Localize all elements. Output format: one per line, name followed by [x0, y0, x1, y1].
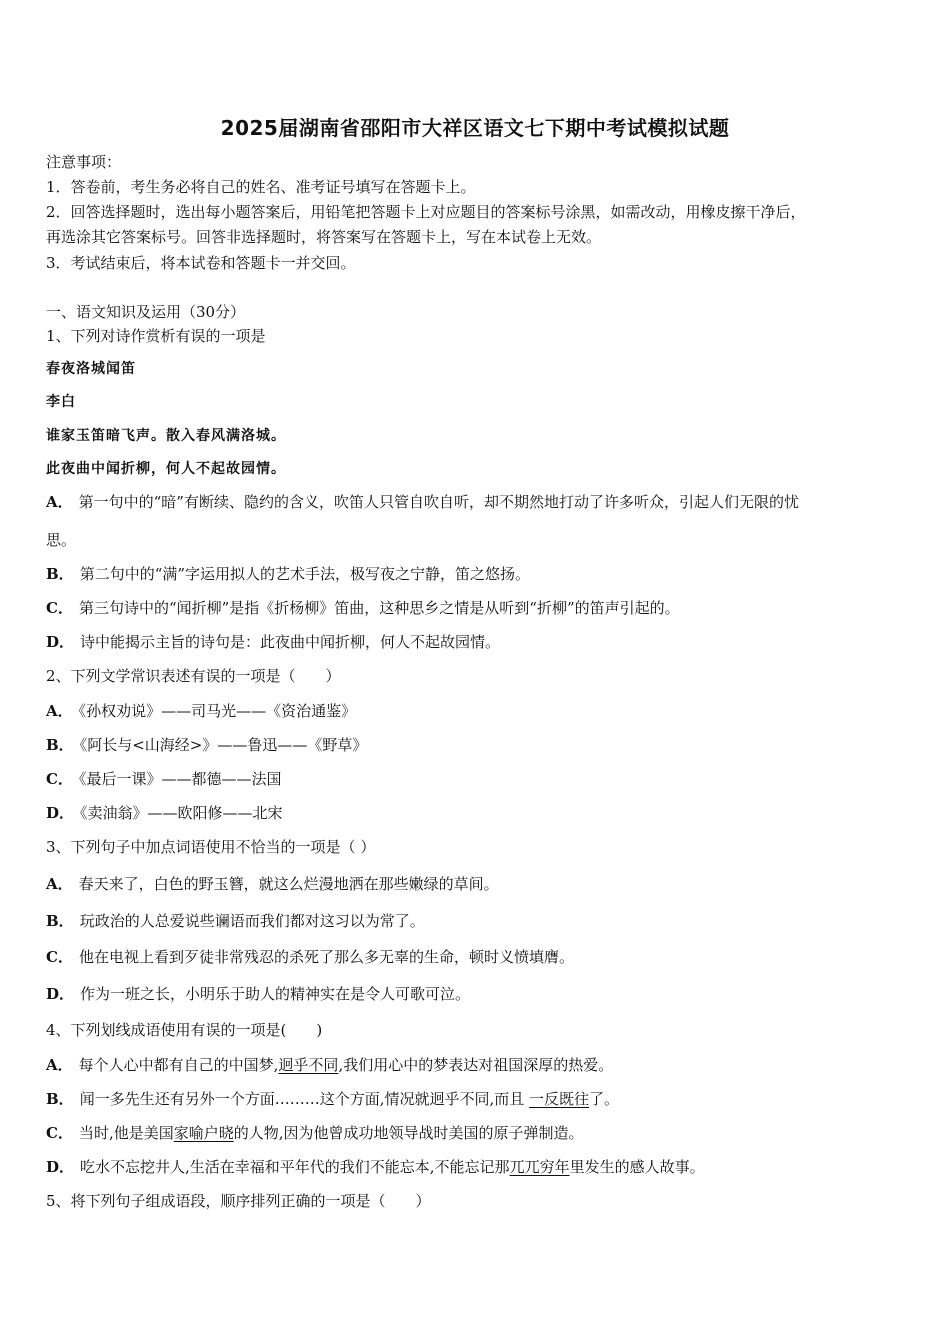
option-text: 每个人心中都有自己的中国梦,	[78, 1056, 279, 1074]
option-label: D．	[46, 804, 75, 822]
option-label: B．	[46, 565, 74, 583]
option-text: 闻一多先生还有另外一个方面………这个方面,情况就迥乎不同,而且	[79, 1090, 529, 1108]
option-text: 作为一班之长，小明乐于助人的精神实在是令人可歌可泣。	[80, 985, 471, 1003]
poem-line-1: 谁家玉笛暗飞声。散入春风满洛城。	[46, 428, 286, 444]
q3-option-c	[46, 947, 574, 967]
option-text: 春天来了，白色的野玉簪，就这么烂漫地洒在那些嫩绿的草间。	[78, 875, 499, 893]
option-text: ,我们用心中的梦表达对祖国深厚的热爱。	[338, 1056, 614, 1074]
option-label: A．	[46, 493, 73, 511]
q2-option-c	[46, 769, 281, 789]
q4-option-a	[46, 1055, 613, 1075]
option-label: B．	[46, 912, 74, 930]
q4-option-c	[46, 1123, 584, 1143]
exam-title: 2025届湖南省邵阳市大祥区语文七下期中考试模拟试题	[220, 116, 730, 140]
option-label: D．	[46, 633, 75, 651]
poem-line-2: 此夜曲中闻折柳，何人不起故园情。	[46, 461, 286, 477]
option-label: C．	[46, 948, 73, 966]
option-text: 他在电视上看到歹徒非常残忍的杀死了那么多无辜的生命，顿时义愤填膺。	[78, 948, 574, 966]
option-text: 当时,他是美国	[78, 1124, 174, 1142]
option-label: C．	[46, 1124, 73, 1142]
option-label: A．	[46, 875, 73, 893]
q3-option-b	[46, 911, 425, 931]
option-text: 《最后一课》——都德——法国	[78, 770, 282, 788]
option-label: D．	[46, 985, 75, 1003]
poem-title: 春夜洛城闻笛	[46, 361, 136, 377]
q4-option-b	[46, 1089, 619, 1109]
notice-item-1: 1．答卷前，考生务必将自己的姓名、准考证号填写在答题卡上。	[46, 178, 476, 196]
q1-option-c	[46, 598, 680, 618]
underlined-idiom: 家喻户晓	[173, 1124, 234, 1142]
option-text: 里发生的感人故事。	[569, 1158, 705, 1176]
notice-heading: 注意事项：	[46, 153, 122, 171]
option-label: A．	[46, 1056, 73, 1074]
underlined-idiom: 一反既往	[529, 1090, 590, 1108]
option-text: 吃水不忘挖井人,生活在幸福和平年代的我们不能忘本,不能忘记那	[80, 1158, 510, 1176]
option-label: C．	[46, 770, 73, 788]
q2-option-b	[46, 735, 367, 755]
q4-option-d	[46, 1157, 705, 1177]
option-text: 第一句中的“暗”有断续、隐约的含义，吹笛人只管自吹自听，却不期然地打动了许多听众，引起人们无限的忧	[78, 493, 799, 511]
option-text: 诗中能揭示主旨的诗句是：此夜曲中闻折柳，何人不起故园情。	[80, 633, 501, 651]
notice-item-2: 2．回答选择题时，选出每小题答案后，用铅笔把答题卡上对应题目的答案标号涂黑，如需改动，用橡皮擦干净后，	[46, 203, 806, 221]
option-text: 的人物,因为他曾成功地领导战时美国的原子弹制造。	[233, 1124, 584, 1142]
q1-option-a-cont	[46, 530, 76, 550]
q2-stem: 2、下列文学常识表述有误的一项是（ ）	[46, 667, 341, 685]
option-label: B．	[46, 736, 74, 754]
q3-option-a	[46, 874, 499, 894]
option-label: A．	[46, 702, 73, 720]
q1-stem: 1、下列对诗作赏析有误的一项是	[46, 327, 266, 345]
option-text: 思。	[46, 531, 77, 549]
option-text: 《孙权劝说》——司马光——《资治通鉴》	[78, 702, 357, 720]
option-text: 第二句中的“满”字运用拟人的艺术手法，极写夜之宁静，笛之悠扬。	[79, 565, 531, 583]
q2-option-a	[46, 701, 356, 721]
underlined-idiom: 兀兀穷年	[509, 1158, 570, 1176]
q1-option-a	[46, 492, 799, 512]
q1-option-b	[46, 564, 530, 584]
q3-stem: 3、下列句子中加点词语使用不恰当的一项是（ ）	[46, 838, 376, 856]
q1-option-d	[46, 632, 500, 652]
q3-option-d	[46, 984, 470, 1004]
option-label: B．	[46, 1090, 74, 1108]
q5-stem: 5、将下列句子组成语段，顺序排列正确的一项是（ ）	[46, 1192, 431, 1210]
notice-item-2-cont: 再选涂其它答案标号。回答非选择题时，将答案写在答题卡上，写在本试卷上无效。	[46, 228, 602, 246]
option-text: 第三句诗中的“闻折柳”是指《折杨柳》笛曲，这种思乡之情是从听到“折柳”的笛声引起的。	[78, 599, 680, 617]
section-heading: 一、语文知识及运用（30分）	[46, 303, 246, 321]
option-label: D．	[46, 1158, 75, 1176]
notice-item-3: 3．考试结束后，将本试卷和答题卡一并交回。	[46, 254, 356, 272]
option-text: 《卖油翁》——欧阳修——北宋	[80, 804, 283, 822]
underlined-idiom: 迥乎不同	[278, 1056, 339, 1074]
q2-option-d	[46, 803, 283, 823]
option-text: 玩政治的人总爱说些谰语而我们都对这习以为常了。	[79, 912, 425, 930]
option-label: C．	[46, 599, 73, 617]
option-text: 了。	[589, 1090, 620, 1108]
poem-author: 李白	[46, 394, 76, 410]
q4-stem: 4、下列划线成语使用有误的一项是( )	[46, 1021, 323, 1039]
option-text: 《阿长与<山海经>》——鲁迅——《野草》	[79, 736, 368, 754]
